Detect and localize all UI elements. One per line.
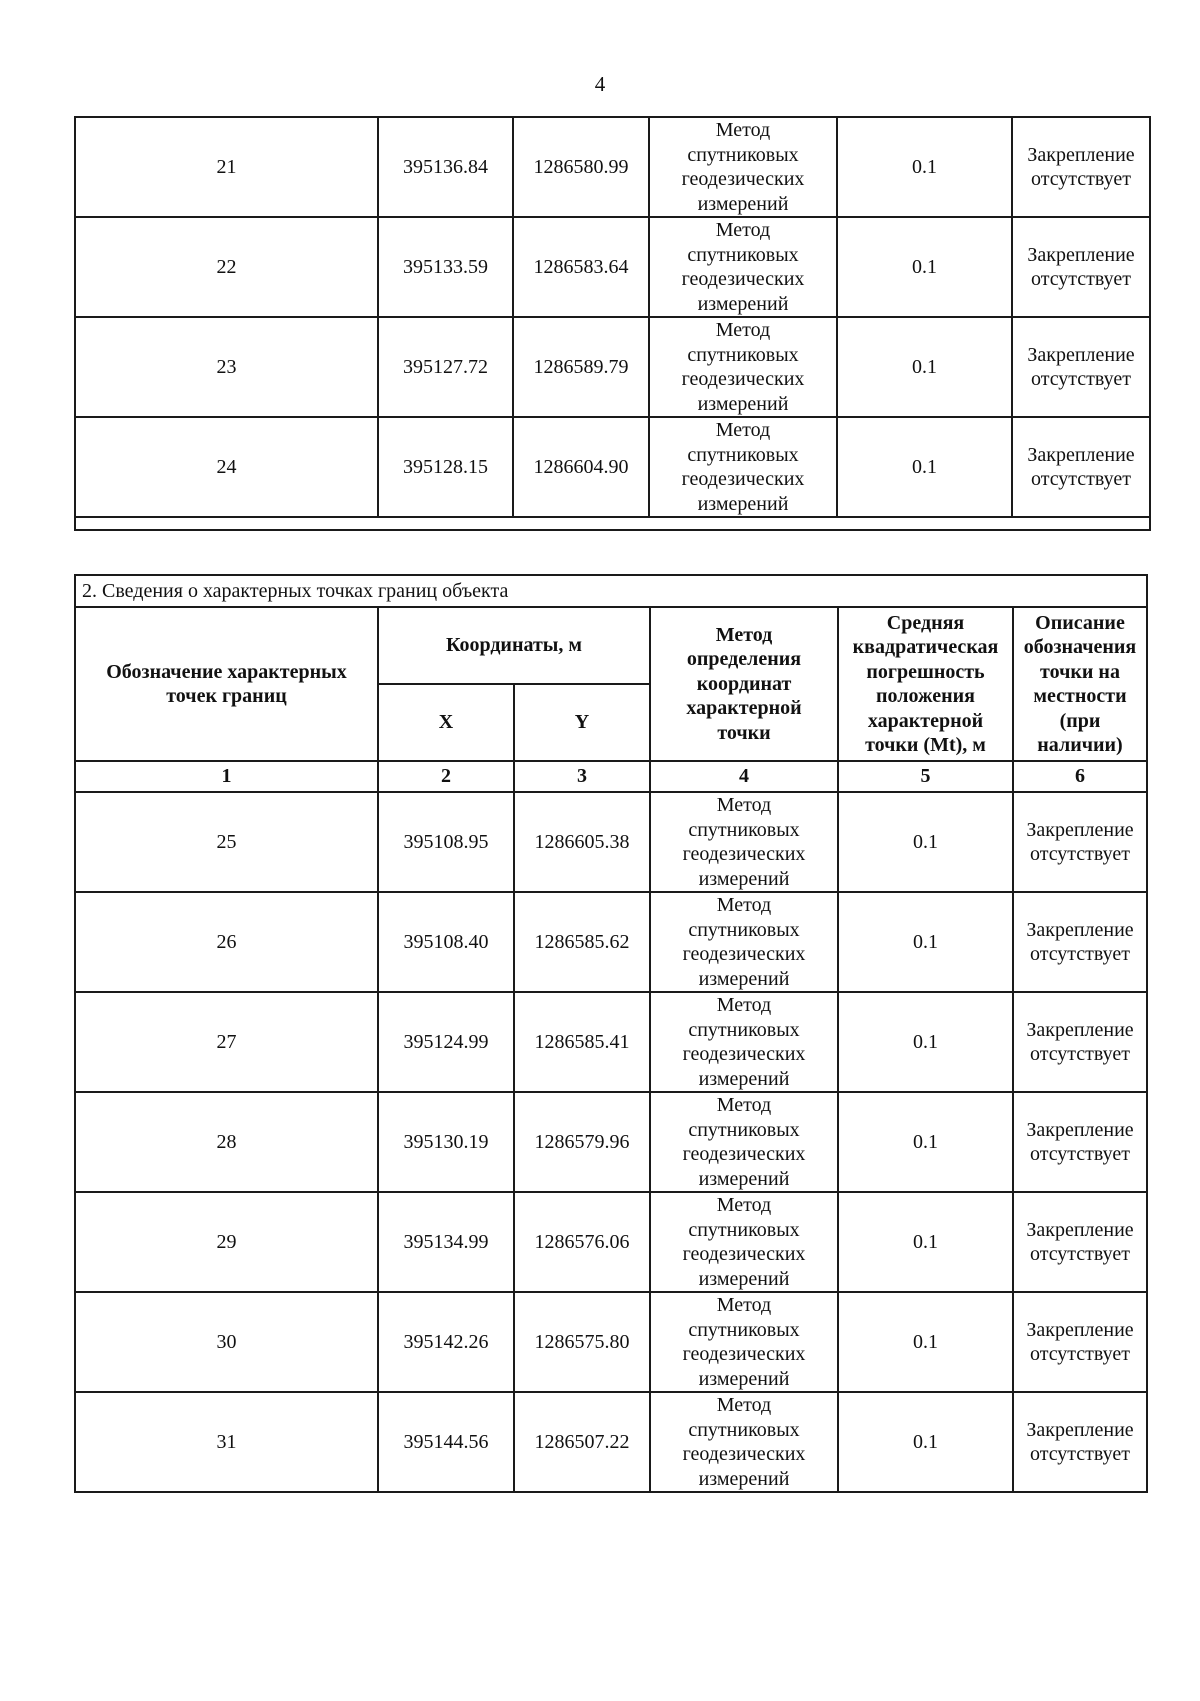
header-y: Y bbox=[514, 684, 650, 761]
description-cell: Закрепление отсутствует bbox=[1012, 417, 1150, 517]
point-number-cell: 21 bbox=[75, 117, 378, 217]
point-number-cell: 23 bbox=[75, 317, 378, 417]
mt-cell: 0.1 bbox=[838, 892, 1013, 992]
method-cell: Метод спутниковых геодезических измерений bbox=[649, 417, 837, 517]
x-coordinate-cell: 395136.84 bbox=[378, 117, 513, 217]
x-coordinate-cell: 395144.56 bbox=[378, 1392, 514, 1492]
method-cell: Метод спутниковых геодезических измерений bbox=[649, 317, 837, 417]
point-number-cell: 25 bbox=[75, 792, 378, 892]
column-number-row bbox=[75, 761, 1147, 792]
point-number-cell: 30 bbox=[75, 1292, 378, 1392]
method-cell: Метод спутниковых геодезических измерений bbox=[650, 1392, 838, 1492]
table-row bbox=[75, 792, 1147, 892]
method-cell: Метод спутниковых геодезических измерений bbox=[650, 1192, 838, 1292]
table-row bbox=[75, 317, 1150, 417]
point-number-cell: 22 bbox=[75, 217, 378, 317]
method-cell: Метод спутниковых геодезических измерений bbox=[650, 992, 838, 1092]
description-cell: Закрепление отсутствует bbox=[1012, 117, 1150, 217]
header-description: Описание обозначения точки на местности (при наличии) bbox=[1013, 607, 1147, 761]
mt-cell: 0.1 bbox=[837, 117, 1012, 217]
method-cell: Метод спутниковых геодезических измерений bbox=[649, 217, 837, 317]
header-method: Метод определения координат характерной точки bbox=[650, 607, 838, 761]
y-coordinate-cell: 1286604.90 bbox=[513, 417, 649, 517]
table1-body bbox=[75, 117, 1150, 530]
description-cell: Закрепление отсутствует bbox=[1013, 1192, 1147, 1292]
method-cell: Метод спутниковых геодезических измерений bbox=[650, 892, 838, 992]
table-row bbox=[75, 1292, 1147, 1392]
column-number: 1 bbox=[75, 761, 378, 792]
column-number: 5 bbox=[838, 761, 1013, 792]
mt-cell: 0.1 bbox=[837, 317, 1012, 417]
table2-body bbox=[75, 792, 1147, 1492]
section-title: 2. Сведения о характерных точках границ объекта bbox=[75, 575, 1147, 607]
x-coordinate-cell: 395133.59 bbox=[378, 217, 513, 317]
mt-cell: 0.1 bbox=[838, 1092, 1013, 1192]
y-coordinate-cell: 1286585.62 bbox=[514, 892, 650, 992]
point-number-cell: 29 bbox=[75, 1192, 378, 1292]
spacer-cell bbox=[75, 517, 1150, 530]
y-coordinate-cell: 1286507.22 bbox=[514, 1392, 650, 1492]
x-coordinate-cell: 395127.72 bbox=[378, 317, 513, 417]
column-number: 3 bbox=[514, 761, 650, 792]
mt-cell: 0.1 bbox=[838, 1392, 1013, 1492]
method-cell: Метод спутниковых геодезических измерений bbox=[650, 1092, 838, 1192]
table-row bbox=[75, 1192, 1147, 1292]
description-cell: Закрепление отсутствует bbox=[1013, 1092, 1147, 1192]
mt-cell: 0.1 bbox=[838, 1292, 1013, 1392]
description-cell: Закрепление отсутствует bbox=[1013, 992, 1147, 1092]
y-coordinate-cell: 1286589.79 bbox=[513, 317, 649, 417]
coordinates-table-continued bbox=[74, 116, 1151, 531]
x-coordinate-cell: 395134.99 bbox=[378, 1192, 514, 1292]
point-number-cell: 26 bbox=[75, 892, 378, 992]
x-coordinate-cell: 395108.95 bbox=[378, 792, 514, 892]
point-number-cell: 31 bbox=[75, 1392, 378, 1492]
column-number: 4 bbox=[650, 761, 838, 792]
description-cell: Закрепление отсутствует bbox=[1013, 792, 1147, 892]
header-x: X bbox=[378, 684, 514, 761]
point-number-cell: 28 bbox=[75, 1092, 378, 1192]
boundary-points-table bbox=[74, 574, 1148, 1493]
table-row bbox=[75, 217, 1150, 317]
point-number-cell: 24 bbox=[75, 417, 378, 517]
point-number-cell: 27 bbox=[75, 992, 378, 1092]
mt-cell: 0.1 bbox=[837, 217, 1012, 317]
header-coordinates: Координаты, м bbox=[378, 607, 650, 684]
x-coordinate-cell: 395124.99 bbox=[378, 992, 514, 1092]
table-row bbox=[75, 117, 1150, 217]
y-coordinate-cell: 1286576.06 bbox=[514, 1192, 650, 1292]
table-row bbox=[75, 992, 1147, 1092]
y-coordinate-cell: 1286583.64 bbox=[513, 217, 649, 317]
method-cell: Метод спутниковых геодезических измерений bbox=[650, 1292, 838, 1392]
description-cell: Закрепление отсутствует bbox=[1012, 317, 1150, 417]
header-mt: Средняя квадратическая погрешность положения характерной точки (Mt), м bbox=[838, 607, 1013, 761]
mt-cell: 0.1 bbox=[837, 417, 1012, 517]
x-coordinate-cell: 395128.15 bbox=[378, 417, 513, 517]
mt-cell: 0.1 bbox=[838, 792, 1013, 892]
y-coordinate-cell: 1286585.41 bbox=[514, 992, 650, 1092]
x-coordinate-cell: 395108.40 bbox=[378, 892, 514, 992]
header-designation: Обозначение характерных точек границ bbox=[75, 607, 378, 761]
x-coordinate-cell: 395130.19 bbox=[378, 1092, 514, 1192]
page-number: 4 bbox=[594, 72, 606, 96]
column-number: 2 bbox=[378, 761, 514, 792]
description-cell: Закрепление отсутствует bbox=[1013, 892, 1147, 992]
table-row bbox=[75, 892, 1147, 992]
method-cell: Метод спутниковых геодезических измерений bbox=[649, 117, 837, 217]
description-cell: Закрепление отсутствует bbox=[1012, 217, 1150, 317]
y-coordinate-cell: 1286579.96 bbox=[514, 1092, 650, 1192]
method-cell: Метод спутниковых геодезических измерений bbox=[650, 792, 838, 892]
x-coordinate-cell: 395142.26 bbox=[378, 1292, 514, 1392]
table-row bbox=[75, 1092, 1147, 1192]
y-coordinate-cell: 1286575.80 bbox=[514, 1292, 650, 1392]
table-row bbox=[75, 1392, 1147, 1492]
description-cell: Закрепление отсутствует bbox=[1013, 1392, 1147, 1492]
spacer-row bbox=[75, 517, 1150, 530]
mt-cell: 0.1 bbox=[838, 992, 1013, 1092]
description-cell: Закрепление отсутствует bbox=[1013, 1292, 1147, 1392]
y-coordinate-cell: 1286605.38 bbox=[514, 792, 650, 892]
table-row bbox=[75, 417, 1150, 517]
mt-cell: 0.1 bbox=[838, 1192, 1013, 1292]
y-coordinate-cell: 1286580.99 bbox=[513, 117, 649, 217]
column-number: 6 bbox=[1013, 761, 1147, 792]
